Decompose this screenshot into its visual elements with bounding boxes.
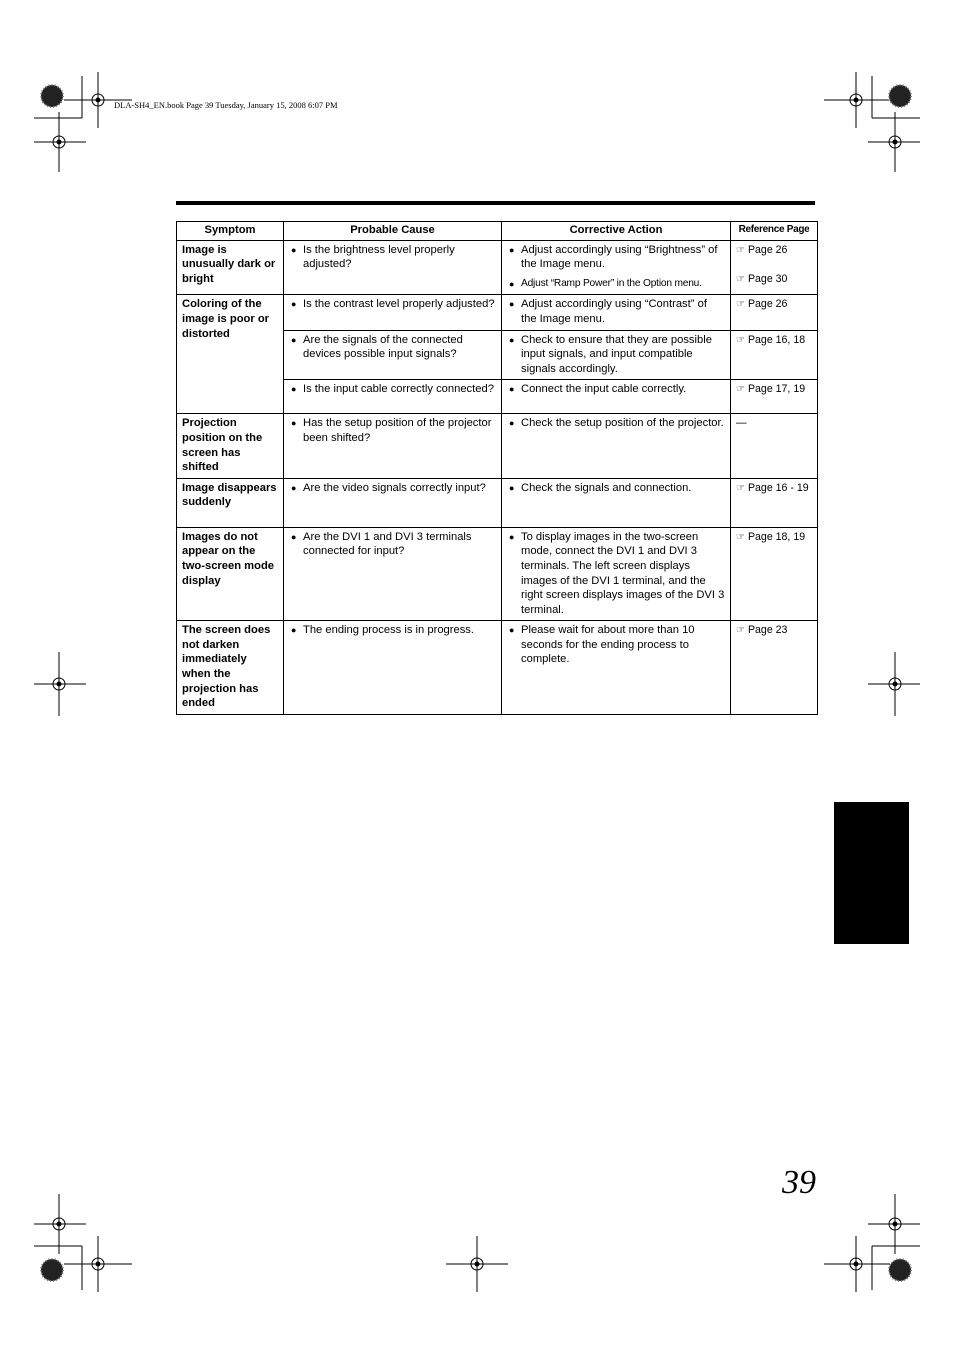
- pointing-hand-icon: ☞: [736, 244, 745, 256]
- cause-text: ● The ending process is in progress.: [289, 623, 496, 638]
- header-probable-cause: Probable Cause: [284, 222, 502, 241]
- cause-text: ● Is the brightness level properly adjusted?: [289, 243, 496, 272]
- pointing-hand-icon: ☞: [736, 299, 745, 311]
- cause-text: ● Is the input cable correctly connected?: [289, 382, 496, 397]
- table-row: [177, 295, 818, 330]
- troubleshooting-table: [176, 221, 818, 715]
- table-row: [177, 527, 818, 621]
- cause-cell: [284, 478, 502, 527]
- cause-text: ● Has the setup position of the projector been shifted?: [289, 416, 496, 445]
- symptom-cell: Images do not appear on the two-screen mode display: [177, 527, 284, 621]
- action-text: ● Connect the input cable correctly.: [507, 382, 725, 397]
- symptom-cell: Coloring of the image is poor or distorted: [177, 295, 284, 414]
- action-text: ● Check the signals and connection.: [507, 481, 725, 496]
- symptom-cell: The screen does not darken immediately when the projection has ended: [177, 621, 284, 715]
- cause-cell: [284, 240, 502, 295]
- table-row: [177, 621, 818, 715]
- action-note: ● Adjust “Ramp Power” in the Option menu.: [507, 277, 725, 292]
- page-reference: ☞ Page 17, 19: [736, 383, 806, 396]
- action-cell: [502, 414, 731, 478]
- symptom-cell: Image disappears suddenly: [177, 478, 284, 527]
- cause-cell: [284, 527, 502, 621]
- cause-text: ● Are the signals of the connected devices possible input signals?: [289, 333, 496, 362]
- reference-cell: [731, 295, 818, 330]
- pointing-hand-icon: ☞: [736, 482, 745, 494]
- pointing-hand-icon: ☞: [736, 625, 745, 637]
- table-row: [177, 478, 818, 527]
- action-text: ● Check to ensure that they are possible input signals, and input compatible signals accordingly.: [507, 333, 725, 377]
- page-reference: ☞ Page 23: [736, 624, 788, 637]
- reference-cell: [731, 414, 818, 478]
- pointing-hand-icon: ☞: [736, 334, 745, 346]
- page-reference-none: —: [736, 417, 747, 430]
- action-cell: [502, 295, 731, 330]
- reference-cell: [731, 478, 818, 527]
- cause-cell: [284, 414, 502, 478]
- cause-cell: [284, 330, 502, 380]
- page-reference: ☞ Page 26: [736, 243, 788, 256]
- action-cell: [502, 330, 731, 380]
- table-header-row: [177, 222, 818, 241]
- top-rule: [176, 201, 815, 205]
- page-reference: ☞ Page 18, 19: [736, 530, 806, 543]
- cause-cell: [284, 380, 502, 414]
- cause-cell: [284, 295, 502, 330]
- cause-text: ● Are the video signals correctly input?: [289, 481, 496, 496]
- action-text: ● Check the setup position of the projector.: [507, 416, 725, 431]
- table-row: [177, 240, 818, 295]
- page-reference: ☞ Page 30: [736, 273, 788, 286]
- page-reference: ☞ Page 16 - 19: [736, 481, 809, 494]
- action-cell: [502, 380, 731, 414]
- reference-cell: [731, 240, 818, 295]
- page-reference: ☞ Page 16, 18: [736, 333, 806, 346]
- page-reference: ☞ Page 26: [736, 298, 788, 311]
- pointing-hand-icon: ☞: [736, 384, 745, 396]
- file-info-header: DLA-SH4_EN.book Page 39 Tuesday, January 15, 2008 6:07 PM: [114, 100, 338, 110]
- cause-text: ● Is the contrast level properly adjusted?: [289, 297, 496, 312]
- section-side-tab: [834, 802, 909, 944]
- header-symptom: Symptom: [177, 222, 284, 241]
- action-text: ● Adjust accordingly using “Contrast” of the Image menu.: [507, 297, 725, 326]
- symptom-cell: Image is unusually dark or bright: [177, 240, 284, 295]
- cause-cell: [284, 621, 502, 715]
- reference-cell: [731, 380, 818, 414]
- reference-cell: [731, 527, 818, 621]
- reference-cell: [731, 621, 818, 715]
- action-text: ● To display images in the two-screen mode, connect the DVI 1 and DVI 3 terminals. The left screen displays images of the DVI 1 terminal, and the right screen displays images of the DVI 3 terminal.: [507, 530, 725, 618]
- pointing-hand-icon: ☞: [736, 531, 745, 543]
- header-corrective-action: Corrective Action: [502, 222, 731, 241]
- action-text: ● Adjust accordingly using “Brightness” of the Image menu.: [507, 243, 725, 272]
- symptom-cell: Projection position on the screen has shifted: [177, 414, 284, 478]
- action-cell: [502, 621, 731, 715]
- page-number: 39: [782, 1164, 816, 1201]
- header-reference-page: Reference Page: [731, 222, 818, 241]
- action-cell: [502, 527, 731, 621]
- action-cell: [502, 478, 731, 527]
- action-text: ● Please wait for about more than 10 seconds for the ending process to complete.: [507, 623, 725, 667]
- pointing-hand-icon: ☞: [736, 274, 745, 286]
- action-cell: [502, 240, 731, 295]
- table-row: [177, 414, 818, 478]
- reference-cell: [731, 330, 818, 380]
- cause-text: ● Are the DVI 1 and DVI 3 terminals connected for input?: [289, 530, 496, 559]
